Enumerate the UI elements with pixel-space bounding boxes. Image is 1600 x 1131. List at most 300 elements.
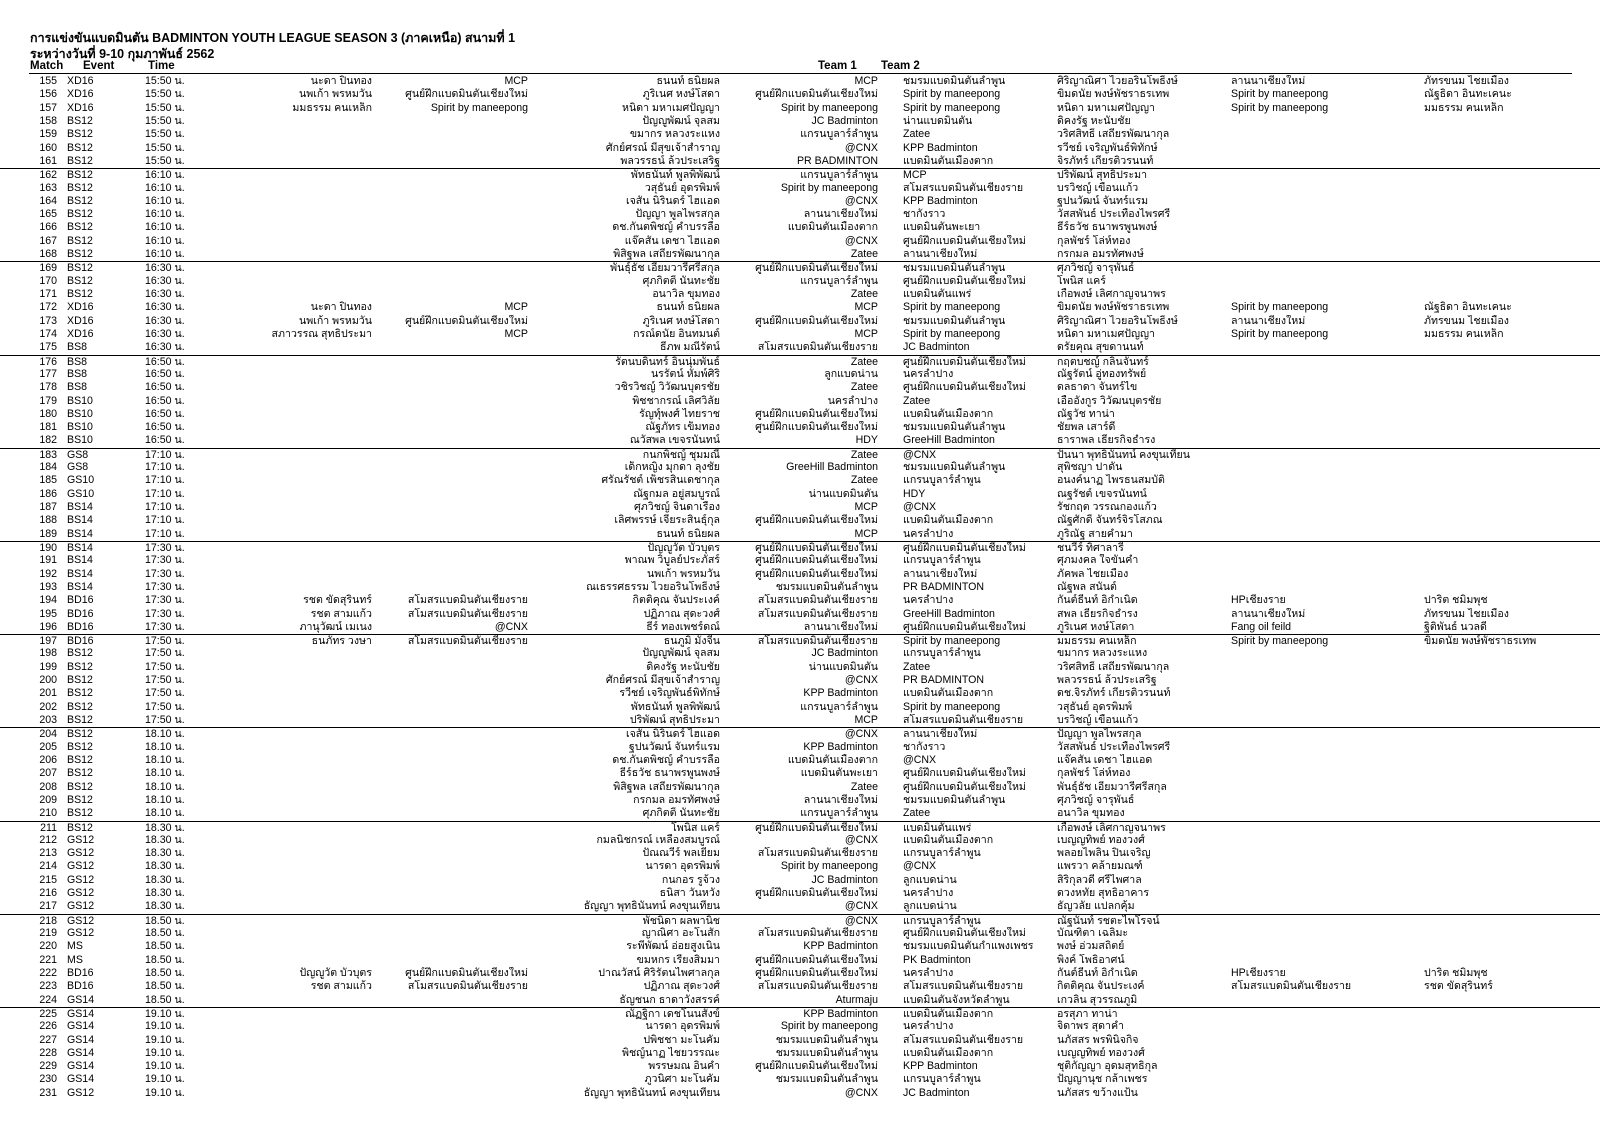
team2-club-b: ลานนาเชียงใหม่ <box>1231 314 1306 327</box>
team2-player-b: อนงค์นาฏ ไพรธนสมบัติ <box>1057 474 1165 487</box>
team2-club-a: ชากังราว <box>903 740 946 753</box>
team2-player-b: เกวลิน สุวรรณภูมิ <box>1057 993 1138 1006</box>
match-time: 17:30 น. <box>145 607 185 620</box>
event-code: GS12 <box>67 860 95 873</box>
team2-club-a: ลานนาเชียงใหม่ <box>903 248 978 261</box>
team2-player-b: กฤตบชญ์ กลินจันทร์ <box>1057 355 1149 368</box>
team1-club-b: ลานนาเชียงใหม่ <box>803 620 878 633</box>
team2-player-b: สพล เธียรกิจธำรง <box>1057 607 1138 620</box>
match-time: 15:50 น. <box>145 128 185 141</box>
team1-club-b: JC Badminton <box>811 647 878 660</box>
team2-player-c: ภัทรขนม ไชยเมือง <box>1424 75 1509 87</box>
team2-player-b: รวีชย์ เจริญพันธ์พิทักษ์ <box>1057 141 1158 154</box>
team1-player-b: พลวรรธน์ ล้วประเสริฐ <box>620 154 720 167</box>
event-code: BS10 <box>67 394 93 407</box>
event-code: BS12 <box>67 807 93 820</box>
team2-player-b: ศิริญาณิศา ไวยอรินโพธิ์งษ์ <box>1057 75 1178 87</box>
team2-club-a: แบดมินตันเมืองตาก <box>903 514 994 527</box>
team1-player-b: ธัญญา พุทธินันทน์ คงขุนเทียน <box>583 900 720 913</box>
team1-club-a: ศูนย์ฝึกแบดมินตันเชียงใหม่ <box>405 314 528 327</box>
team2-player-b: วริศสิทธิ์ เสถียรพัฒนากุล <box>1057 128 1170 141</box>
match-time: 15:50 น. <box>145 75 185 87</box>
table-row <box>0 581 1600 594</box>
team2-player-b: วสุธันย์ อุดรพิมพ์ <box>1057 700 1133 713</box>
team2-player-b: พิงค์ โพธิอาศน์ <box>1057 953 1125 966</box>
team1-player-b: เจสัน นิรินดร์ ไฮแอด <box>625 728 720 741</box>
table-row <box>0 1020 1600 1033</box>
team2-club-a: MCP <box>903 169 927 182</box>
col-header-team2: Team 2 <box>881 60 920 72</box>
team2-player-b: ปันนา พุทธินันทน์ คงขุนเทียน <box>1057 448 1190 461</box>
match-number: 197 <box>39 635 57 648</box>
team1-player-b: ปฏิภาณ สุดะวงศ์ <box>643 607 720 620</box>
team2-player-b: ธัญวลัย แปลกคุ้ม <box>1057 900 1135 913</box>
match-number: 183 <box>39 448 57 461</box>
match-number: 225 <box>39 1007 57 1020</box>
table-row <box>0 794 1600 807</box>
team1-club-b: @CNX <box>844 1086 878 1099</box>
team2-club-a: Spirit by maneepong <box>903 635 1001 648</box>
team1-club-b: ลานนาเชียงใหม่ <box>803 793 878 806</box>
event-code: GS12 <box>67 927 95 939</box>
team2-club-a: Zatee <box>903 394 931 407</box>
team2-club-a: นครลำปาง <box>903 966 954 979</box>
team1-club-a: Spirit by maneepong <box>430 101 528 114</box>
table-row <box>0 927 1600 940</box>
team2-club-b: Spirit by maneepong <box>1231 101 1329 114</box>
match-number: 202 <box>39 700 57 713</box>
team1-player-b: ศุภกิตติ์ นันทะชัย <box>642 807 720 820</box>
match-time: 18.10 น. <box>145 780 185 793</box>
event-code: GS12 <box>67 887 95 900</box>
team2-club-a: แบดมินตันเมืองตาก <box>903 1046 994 1059</box>
table-row <box>0 421 1600 434</box>
team2-club-a: PK Badminton <box>903 953 971 966</box>
event-code: GS10 <box>67 474 95 487</box>
team2-player-b: บัณฑิตา เฉลิมะ <box>1057 927 1129 939</box>
match-number: 209 <box>39 793 57 806</box>
event-code: BS10 <box>67 434 93 447</box>
match-number: 187 <box>39 501 57 513</box>
match-time: 18.30 น. <box>145 833 185 846</box>
match-time: 17:10 น. <box>145 514 185 527</box>
team1-player-b: วชิรวิชญ์ วิวัฒนบุตรชัย <box>614 381 720 394</box>
team1-club-b: MCP <box>854 301 878 314</box>
event-code: BS12 <box>67 128 93 141</box>
team2-player-b: รัชกฤต วรรณกองแก้ว <box>1057 501 1157 513</box>
event-code: BS14 <box>67 541 93 554</box>
team1-club-b: Spirit by maneepong <box>780 181 878 194</box>
team2-club-a: แบดมินตันเมืองตาก <box>903 1007 994 1020</box>
team1-player-b: เจสัน นิรินดร์ ไฮแอด <box>625 194 720 207</box>
table-row <box>0 621 1600 634</box>
match-time: 18.50 น. <box>145 927 185 939</box>
table-row <box>0 687 1600 700</box>
match-number: 171 <box>39 288 57 300</box>
table-row <box>0 474 1600 487</box>
team1-player-b: พันธุ์ธัช เอี่ยมวารีศรีสกุล <box>610 262 720 275</box>
table-row <box>0 767 1600 780</box>
event-code: BS14 <box>67 514 93 527</box>
table-row <box>0 967 1600 980</box>
team2-player-b: ดช.จิรภัทร์ เกียรติวรนนท์ <box>1057 687 1171 700</box>
team2-player-b: กันต์ธีนท์ อิกำเนิด <box>1057 966 1138 979</box>
match-number: 217 <box>39 900 57 913</box>
match-time: 18.30 น. <box>145 860 185 873</box>
event-code: XD16 <box>67 88 94 101</box>
team2-club-a: KPP Badminton <box>903 1060 978 1073</box>
team1-club-b: นครลำปาง <box>827 394 878 407</box>
match-time: 17:10 น. <box>145 448 185 461</box>
match-time: 16:50 น. <box>145 381 185 394</box>
team1-player-a: ธนภัทร วงษา <box>311 635 372 648</box>
table-row <box>0 741 1600 754</box>
table-row <box>0 341 1600 354</box>
table-row <box>0 714 1600 727</box>
team1-player-b: พาณพ วิบูลย์ประภัสร์ <box>624 554 720 567</box>
team2-player-c: ภัทรขนม ไชยเมือง <box>1424 314 1509 327</box>
team2-player-b: ณัฐพล สนันต์ <box>1057 580 1117 593</box>
team1-club-b: MCP <box>854 714 878 726</box>
team2-player-b: ขิมดนัย พงษ์พัชราธรเทพ <box>1057 88 1170 101</box>
table-row <box>0 874 1600 887</box>
match-time: 17:10 น. <box>145 461 185 474</box>
match-number: 228 <box>39 1046 57 1059</box>
team1-player-b: ศักย์ศรณ์ มีสุขเจ้าสำราญ <box>605 674 720 687</box>
match-number: 179 <box>39 394 57 407</box>
team2-club-a: Spirit by maneepong <box>903 88 1001 101</box>
match-number: 194 <box>39 594 57 607</box>
match-time: 18.30 น. <box>145 873 185 886</box>
match-number: 170 <box>39 274 57 287</box>
team1-player-b: ปัญญูวัต บัวบุตร <box>647 541 720 554</box>
match-time: 16:50 น. <box>145 421 185 434</box>
team1-club-b: JC Badminton <box>811 873 878 886</box>
match-number: 198 <box>39 647 57 660</box>
match-number: 161 <box>39 154 57 167</box>
match-number: 157 <box>39 101 57 114</box>
match-number: 231 <box>39 1086 57 1099</box>
team1-club-b: KPP Badminton <box>803 1007 878 1020</box>
team1-player-b: ดช.กันตพิชญ์ คำบรรลือ <box>612 221 720 234</box>
match-time: 16:50 น. <box>145 367 185 380</box>
event-code: GS14 <box>67 1020 95 1033</box>
table-row <box>0 501 1600 514</box>
team1-club-b: @CNX <box>844 141 878 154</box>
team1-player-b: ธนนท์ ธนิยผล <box>656 527 720 540</box>
match-number: 196 <box>39 620 57 633</box>
team2-player-b: หนิดา มหาเมศปัญญา <box>1057 101 1155 114</box>
team1-player-b: ธีร์ธวัช ธนาพรพูนพงษ์ <box>619 767 720 780</box>
table-row <box>0 954 1600 967</box>
team2-club-a: ชมรมแบดมินตันลำพูน <box>903 314 1006 327</box>
team1-club-b: Spirit by maneepong <box>780 1020 878 1033</box>
team2-player-c: รชต ขัดสุรินทร์ <box>1424 980 1493 993</box>
match-time: 18.30 น. <box>145 847 185 860</box>
team1-player-b: พัทธนันท์ พูลพิพัฒน์ <box>630 700 720 713</box>
match-time: 16:10 น. <box>145 234 185 247</box>
team2-club-a: ศูนย์ฝึกแบดมินตันเชียงใหม่ <box>903 381 1026 394</box>
team2-club-a: ศูนย์ฝึกแบดมินตันเชียงใหม่ <box>903 234 1026 247</box>
match-number: 189 <box>39 527 57 540</box>
match-time: 18.10 น. <box>145 807 185 820</box>
team1-player-b: ณเธรรศธรรม ไวยอรินโพธิ์งษ์ <box>586 580 720 593</box>
event-code: BS12 <box>67 740 93 753</box>
team1-club-b: @CNX <box>844 234 878 247</box>
team2-player-b: ศุภวิชญ์ จารุพันธ์ <box>1057 262 1135 275</box>
team2-player-c: มมธรรม คนเหล็ก <box>1424 101 1504 114</box>
team1-club-b: ศูนย์ฝึกแบดมินตันเชียงใหม่ <box>755 407 878 420</box>
match-time: 16:30 น. <box>145 314 185 327</box>
team1-club-b: สโมสรแบดมินตันเชียงราย <box>757 980 878 993</box>
match-time: 15:50 น. <box>145 154 185 167</box>
team2-club-a: ศูนย์ฝึกแบดมินตันเชียงใหม่ <box>903 355 1026 368</box>
match-time: 16:50 น. <box>145 434 185 447</box>
event-code: BS12 <box>67 248 93 261</box>
match-time: 17:10 น. <box>145 487 185 500</box>
event-code: BS10 <box>67 421 93 434</box>
table-row <box>0 75 1600 88</box>
match-time: 17:30 น. <box>145 554 185 567</box>
table-row <box>0 328 1600 341</box>
match-time: 18.30 น. <box>145 900 185 913</box>
team2-club-a: แกรนบูลาร์ลำพูน <box>903 474 981 487</box>
match-time: 17:50 น. <box>145 687 185 700</box>
table-row <box>0 554 1600 567</box>
team1-player-b: รวีชย์ เจริญพันธ์พิทักษ์ <box>619 687 720 700</box>
match-time: 16:10 น. <box>145 248 185 261</box>
event-code: GS14 <box>67 993 95 1006</box>
event-code: GS14 <box>67 1033 95 1046</box>
team2-club-a: ศูนย์ฝึกแบดมินตันเชียงใหม่ <box>903 541 1026 554</box>
team1-player-b: ธนิสา วันหวัง <box>659 887 720 900</box>
match-number: 211 <box>40 821 57 834</box>
match-number: 212 <box>39 833 57 846</box>
event-code: GS10 <box>67 487 95 500</box>
team2-club-a: ชมรมแบดมินตันลำพูน <box>903 421 1006 434</box>
page-title: การแข่งขันแบดมินตัน BADMINTON YOUTH LEAGUE SEASON 3 (ภาคเหนือ) สนามที่ 1 <box>30 31 516 45</box>
team1-club-a: สโมสรแบดมินตันเชียงราย <box>407 594 528 607</box>
team1-club-a: ศูนย์ฝึกแบดมินตันเชียงใหม่ <box>405 966 528 979</box>
match-time: 17:10 น. <box>145 501 185 513</box>
team2-club-a: แบดมินตันแพร่ <box>903 288 972 300</box>
team2-player-b: สุพิชญา ปาดัน <box>1057 461 1123 474</box>
match-time: 18.50 น. <box>145 993 185 1006</box>
table-row <box>0 168 1600 181</box>
event-code: XD16 <box>67 314 94 327</box>
match-time: 16:50 น. <box>145 355 185 368</box>
table-row <box>0 701 1600 714</box>
table-row <box>0 834 1600 847</box>
team1-player-b: ธัญชนก ธาดาวังสรรค์ <box>619 993 720 1006</box>
team1-club-b: JC Badminton <box>811 114 878 127</box>
team1-player-a: รชต ขัดสุรินทร์ <box>303 594 372 607</box>
team2-player-b: พลอยไพลิน ปิ่นเจริญ <box>1057 847 1151 860</box>
event-code: BS12 <box>67 674 93 687</box>
team2-club-a: Spirit by maneepong <box>903 301 1001 314</box>
match-time: 16:30 น. <box>145 341 185 354</box>
table-row <box>0 980 1600 993</box>
team1-player-b: พิสิฐพล เสถียรพัฒนากุล <box>613 248 720 261</box>
match-number: 195 <box>39 607 57 620</box>
event-code: GS12 <box>67 873 95 886</box>
team2-player-b: ภัคพล ไชยเมือง <box>1057 567 1129 580</box>
event-code: GS8 <box>67 448 89 461</box>
team1-club-b: KPP Badminton <box>803 740 878 753</box>
team1-club-a: สโมสรแบดมินตันเชียงราย <box>407 980 528 993</box>
team2-club-b: สโมสรแบดมินตันเชียงราย <box>1231 980 1352 993</box>
team2-club-a: ศูนย์ฝึกแบดมินตันเชียงใหม่ <box>903 767 1026 780</box>
team1-club-b: KPP Badminton <box>803 687 878 700</box>
table-row <box>0 275 1600 288</box>
event-code: BS8 <box>67 381 88 394</box>
team1-player-b: ปัญญูพัฒน์ จุลสม <box>642 647 720 660</box>
table-row <box>0 368 1600 381</box>
event-code: XD16 <box>67 301 94 314</box>
match-time: 17:30 น. <box>145 567 185 580</box>
team1-club-b: สโมสรแบดมินตันเชียงราย <box>757 847 878 860</box>
team1-player-a: ภานุวัฒน์ เมเนง <box>299 620 372 633</box>
team2-club-b: HPเชียงราย <box>1231 594 1286 607</box>
team2-club-a: Zatee <box>903 128 931 141</box>
team1-club-b: MCP <box>854 75 878 87</box>
team2-player-b: นภัสสร พรพินิจกิจ <box>1057 1033 1139 1046</box>
team2-player-b: ชุติกัญญา อุดมสุทธิกุล <box>1057 1060 1158 1073</box>
team2-player-b: จิรภัทร์ เกียรติวรนนท์ <box>1057 154 1154 167</box>
team2-club-b: Spirit by maneepong <box>1231 301 1329 314</box>
team2-player-b: จิดาพร สุดาคำ <box>1057 1020 1124 1033</box>
team2-club-a: @CNX <box>903 448 937 461</box>
team2-player-b: อรสุภา ทาน่า <box>1057 1007 1118 1020</box>
team2-club-a: แบดมินตันเมืองตาก <box>903 687 994 700</box>
team1-player-b: กรกมล อมรทัศพงษ์ <box>633 793 720 806</box>
event-code: BD16 <box>67 966 94 979</box>
team2-player-b: วัสสพันธ์ ประเทืองไพรศรี <box>1057 740 1171 753</box>
team2-club-a: ศูนย์ฝึกแบดมินตันเชียงใหม่ <box>903 927 1026 939</box>
team2-club-a: ชมรมแบดมินตันลำพูน <box>903 461 1006 474</box>
team2-player-b: ธาราพล เธียรกิจธำรง <box>1057 434 1156 447</box>
team1-player-b: พัชนิดา ผลพานิช <box>642 914 720 927</box>
table-row <box>0 914 1600 927</box>
team2-player-b: แจ๊คสัน เดชา ไฮแอด <box>1057 753 1153 766</box>
team1-club-b: ศูนย์ฝึกแบดมินตันเชียงใหม่ <box>755 821 878 834</box>
team2-club-a: แบดมินตันแพร่ <box>903 821 972 834</box>
team2-club-a: ชมรมแบดมินตันลำพูน <box>903 262 1006 275</box>
team1-club-b: สโมสรแบดมินตันเชียงราย <box>757 927 878 939</box>
team1-club-b: ศูนย์ฝึกแบดมินตันเชียงใหม่ <box>755 314 878 327</box>
team1-club-b: ศูนย์ฝึกแบดมินตันเชียงใหม่ <box>755 887 878 900</box>
match-time: 16:10 น. <box>145 221 185 234</box>
match-number: 201 <box>39 687 57 700</box>
match-time: 16:50 น. <box>145 394 185 407</box>
team1-player-b: ปาณวัสน์ ศิริรัตนไพศาลกุล <box>598 966 720 979</box>
team1-club-b: แกรนบูลาร์ลำพูน <box>800 700 878 713</box>
team2-player-b: เบญญทิพย์ ทองวงศ์ <box>1057 833 1145 846</box>
team2-club-a: Spirit by maneepong <box>903 327 1001 340</box>
team2-club-a: แกรนบูลาร์ลำพูน <box>903 914 981 927</box>
team1-club-b: Zatee <box>850 448 878 461</box>
team1-club-b: แบดมินตันพะเยา <box>800 767 878 780</box>
team1-player-b: รัตนบดินทร์ อินนุ่มพันธ์ <box>615 355 720 368</box>
team1-player-b: เด็กหญิง มุกดา ลุงชัย <box>624 461 720 474</box>
event-code: MS <box>67 940 83 953</box>
team2-club-a: JC Badminton <box>903 341 970 354</box>
team1-club-b: Zatee <box>850 248 878 261</box>
team1-player-b: ธีภพ มณีรัตน์ <box>660 341 720 354</box>
team2-club-a: ลานนาเชียงใหม่ <box>903 728 978 741</box>
match-time: 18.30 น. <box>145 887 185 900</box>
col-header-event: Event <box>83 60 115 72</box>
match-number: 164 <box>39 194 57 207</box>
match-number: 230 <box>39 1073 57 1086</box>
match-number: 159 <box>39 128 57 141</box>
team2-club-a: Zatee <box>903 660 931 673</box>
table-row <box>0 594 1600 607</box>
event-code: GS12 <box>67 847 95 860</box>
team1-club-b: ศูนย์ฝึกแบดมินตันเชียงใหม่ <box>755 554 878 567</box>
team1-club-b: สโมสรแบดมินตันเชียงราย <box>757 635 878 648</box>
table-row <box>0 1007 1600 1020</box>
match-time: 18.50 น. <box>145 914 185 927</box>
match-time: 18.10 น. <box>145 793 185 806</box>
table-row <box>0 128 1600 141</box>
team1-player-b: ระพีพัฒน์ อ่อยสูงเนิน <box>626 940 720 953</box>
match-number: 184 <box>39 461 57 474</box>
team1-player-b: ธนภูมิ มังจีน <box>663 635 720 648</box>
team1-club-b: ศูนย์ฝึกแบดมินตันเชียงใหม่ <box>755 541 878 554</box>
team2-player-b: ปริพัฒน์ สุทธิประมา <box>1057 169 1148 182</box>
team2-player-b: ดวงหทัย สุทธิอาคาร <box>1057 887 1150 900</box>
match-number: 210 <box>39 807 57 820</box>
table-row <box>0 115 1600 128</box>
event-code: GS12 <box>67 914 95 927</box>
team2-player-b: กุลพัชร์ โล่ห์ทอง <box>1057 767 1131 780</box>
team2-player-b: พลวรรธน์ ล้วประเสริฐ <box>1057 674 1157 687</box>
team2-player-b: ขมากร หลวงระแหง <box>1057 647 1148 660</box>
team2-club-a: PR BADMINTON <box>903 674 985 687</box>
team1-club-b: แบดมินตันเมืองตาก <box>787 221 878 234</box>
table-row <box>0 900 1600 913</box>
team2-club-a: @CNX <box>903 501 937 513</box>
table-row <box>0 221 1600 234</box>
match-number: 229 <box>39 1060 57 1073</box>
event-code: BS14 <box>67 580 93 593</box>
match-number: 172 <box>39 301 57 314</box>
team2-player-b: สิริกุลวดี ศรีไพศาล <box>1057 873 1142 886</box>
team1-player-b: ขมากร หลวงระแหง <box>629 128 720 141</box>
event-code: BS12 <box>67 221 93 234</box>
match-number: 174 <box>39 327 57 340</box>
team2-club-a: แบดมินตันเมืองตาก <box>903 407 994 420</box>
team2-player-b: วริศสิทธิ์ เสถียรพัฒนากุล <box>1057 660 1170 673</box>
match-time: 17:30 น. <box>145 594 185 607</box>
event-code: BS12 <box>67 728 93 741</box>
match-number: 166 <box>39 221 57 234</box>
team2-player-b: ณัฐรัตน์ อู่ทองทรัพย์ <box>1057 367 1147 380</box>
match-time: 18.50 น. <box>145 940 185 953</box>
team2-player-b: เกื้อพงษ์ เลิศกาญจนาพร <box>1057 288 1166 300</box>
team1-player-b: วสุธันย์ อุดรพิมพ์ <box>644 181 720 194</box>
match-time: 18.10 น. <box>145 753 185 766</box>
team1-player-b: ธัญญา พุทธินันทน์ คงขุนเทียน <box>583 1086 720 1099</box>
team2-club-a: ลานนาเชียงใหม่ <box>903 567 978 580</box>
event-code: BS12 <box>67 141 93 154</box>
team2-player-c: ณัฐธิดา อินทะเคนะ <box>1424 88 1512 101</box>
team2-player-c: ณัฐธิดา อินทะเคนะ <box>1424 301 1512 314</box>
match-number: 226 <box>39 1020 57 1033</box>
team2-player-b: กุลพัชร์ โล่ห์ทอง <box>1057 234 1131 247</box>
team1-club-b: ลานนาเชียงใหม่ <box>803 208 878 221</box>
